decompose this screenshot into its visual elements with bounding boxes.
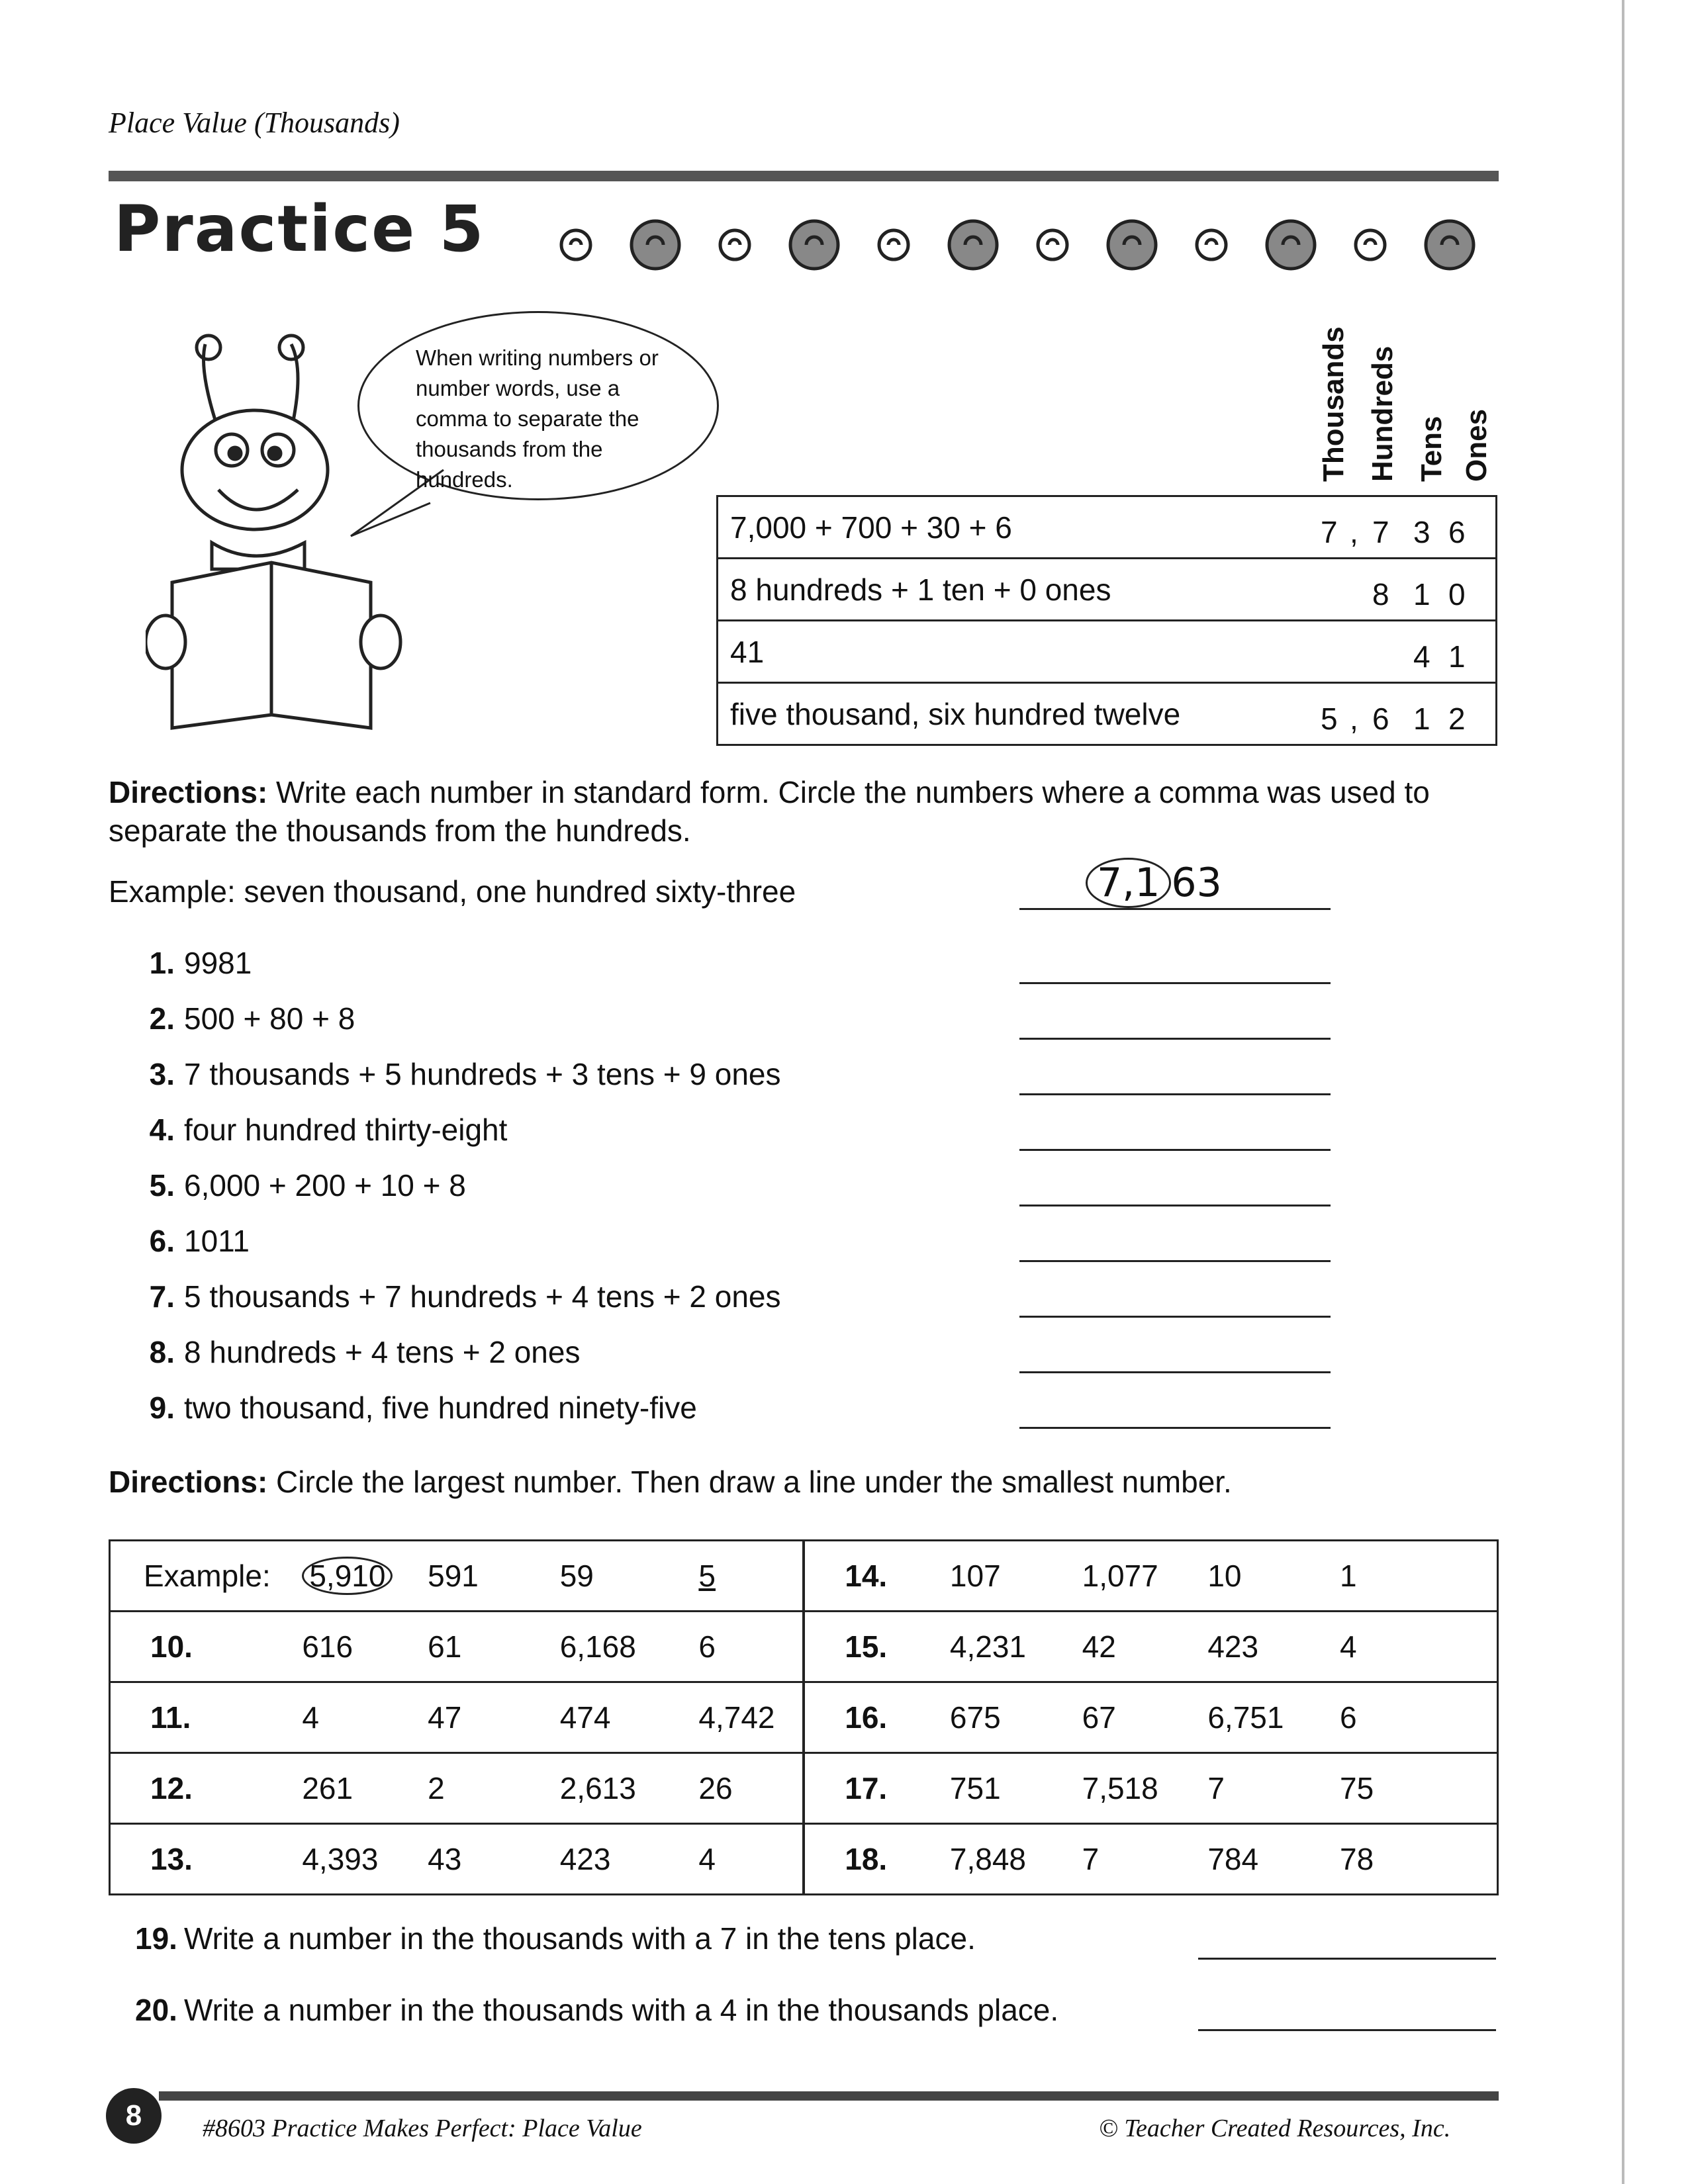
- table-cell[interactable]: 2,613: [559, 1753, 698, 1824]
- question-8: [135, 1334, 580, 1370]
- footer-left-text: #8603 Practice Makes Perfect: Place Value: [203, 2115, 642, 2142]
- digit-hundreds: 8: [1372, 577, 1389, 612]
- compare-table: [109, 1539, 1499, 1895]
- table-cell[interactable]: 2: [427, 1753, 559, 1824]
- answer-line-6[interactable]: [1019, 1260, 1331, 1262]
- example-answer-rest: 63: [1171, 860, 1222, 906]
- question-2: [135, 1001, 355, 1036]
- table-cell[interactable]: 784: [1207, 1824, 1339, 1895]
- table-cell[interactable]: 616: [301, 1612, 427, 1682]
- table-cell: 14.: [804, 1541, 949, 1612]
- question-text: 7 thousands + 5 hundreds + 3 tens + 9 ones: [184, 1057, 781, 1091]
- table-cell[interactable]: 67: [1082, 1682, 1207, 1753]
- question-text: 5 thousands + 7 hundreds + 4 tens + 2 ones: [184, 1279, 781, 1314]
- table-cell[interactable]: 107: [949, 1541, 1082, 1612]
- answer-line-5[interactable]: [1019, 1205, 1331, 1206]
- expression-cell: 41: [718, 621, 1260, 683]
- table-cell[interactable]: 61: [427, 1612, 559, 1682]
- footer-rule: [159, 2091, 1499, 2101]
- scan-edge: [1622, 0, 1624, 2184]
- answer-line-8[interactable]: [1019, 1371, 1331, 1373]
- question-text: 6,000 + 200 + 10 + 8: [184, 1168, 466, 1203]
- expression-cell: 8 hundreds + 1 ten + 0 ones: [718, 559, 1260, 621]
- question-number: 6.: [149, 1224, 175, 1258]
- table-cell[interactable]: 4: [698, 1824, 804, 1895]
- table-cell[interactable]: 6,751: [1207, 1682, 1339, 1753]
- table-cell[interactable]: 4: [301, 1682, 427, 1753]
- table-cell[interactable]: 42: [1082, 1612, 1207, 1682]
- digits-cell: [1260, 621, 1497, 683]
- question-number: 2.: [149, 1001, 175, 1036]
- example-answer-circled: 7,1: [1086, 858, 1171, 908]
- directions-label: Directions:: [109, 1465, 268, 1499]
- digit-ones: 0: [1448, 577, 1466, 612]
- question-19: [135, 1921, 976, 1956]
- table-cell[interactable]: 423: [559, 1824, 698, 1895]
- question-5: [135, 1167, 466, 1203]
- table-cell[interactable]: 26: [698, 1753, 804, 1824]
- question-number: 5.: [149, 1168, 175, 1203]
- header-tens: Tens: [1415, 416, 1448, 482]
- directions-standard-form: [109, 773, 1499, 850]
- table-cell[interactable]: 4,742: [698, 1682, 804, 1753]
- example-answer-line: [1019, 908, 1331, 910]
- expression-cell: five thousand, six hundred twelve: [718, 683, 1260, 745]
- question-number: 20.: [135, 1993, 177, 2027]
- section-title: Place Value (Thousands): [109, 107, 400, 139]
- answer-line-2[interactable]: [1019, 1038, 1331, 1040]
- question-20: [135, 1992, 1058, 2028]
- table-cell[interactable]: 7,518: [1082, 1753, 1207, 1824]
- digit-tens: 3: [1413, 515, 1430, 549]
- question-number: 19.: [135, 1921, 177, 1956]
- digit-tens: 1: [1413, 702, 1430, 736]
- example-text: Example: seven thousand, one hundred sixty-three: [109, 874, 796, 909]
- question-text: Write a number in the thousands with a 7 in the tens place.: [184, 1921, 976, 1956]
- spiral-border-icon: [543, 212, 1496, 278]
- answer-line-20[interactable]: [1198, 2029, 1496, 2031]
- digit-hundreds: 7: [1372, 515, 1389, 549]
- question-text: four hundred thirty-eight: [184, 1113, 508, 1147]
- question-text: 9981: [184, 946, 252, 980]
- example-underlined-value: 5: [698, 1559, 716, 1593]
- table-cell[interactable]: 261: [301, 1753, 427, 1824]
- directions-label: Directions:: [109, 775, 268, 809]
- table-cell: 13.: [110, 1824, 302, 1895]
- digit-comma: ,: [1350, 702, 1358, 736]
- digits-cell: [1260, 683, 1497, 745]
- question-3: [135, 1056, 781, 1092]
- example-label-text: Example:: [144, 1559, 271, 1593]
- question-6: [135, 1223, 250, 1259]
- question-number: 9.: [149, 1390, 175, 1425]
- table-row: [110, 1753, 1498, 1824]
- example-circled-value: 5,910: [302, 1557, 393, 1595]
- digit-ones: 6: [1448, 515, 1466, 549]
- header-ones: Ones: [1460, 408, 1493, 482]
- table-cell[interactable]: 7: [1082, 1824, 1207, 1895]
- table-row: [718, 683, 1497, 745]
- table-cell[interactable]: 423: [1207, 1612, 1339, 1682]
- table-cell[interactable]: 4,393: [301, 1824, 427, 1895]
- header-hundreds: Hundreds: [1366, 345, 1399, 482]
- answer-line-19[interactable]: [1198, 1958, 1496, 1960]
- answer-line-7[interactable]: [1019, 1316, 1331, 1318]
- place-value-table: [716, 495, 1497, 746]
- question-1: [135, 945, 252, 981]
- table-row: [110, 1541, 1498, 1612]
- question-text: two thousand, five hundred ninety-five: [184, 1390, 697, 1425]
- header-rule: [109, 171, 1499, 181]
- table-cell[interactable]: 675: [949, 1682, 1082, 1753]
- table-cell[interactable]: 4: [1339, 1612, 1497, 1682]
- digit-tens: 1: [1413, 577, 1430, 612]
- digit-ones: 2: [1448, 702, 1466, 736]
- question-9: [135, 1390, 697, 1426]
- digits-cell: [1260, 496, 1497, 559]
- digits-cell: [1260, 559, 1497, 621]
- footer-right-text: © Teacher Created Resources, Inc.: [1099, 2115, 1451, 2142]
- table-cell: 15.: [804, 1612, 949, 1682]
- table-cell: 16.: [804, 1682, 949, 1753]
- table-cell: 591: [427, 1541, 559, 1612]
- table-row: [718, 496, 1497, 559]
- page-number: 8: [106, 2088, 162, 2144]
- question-text: 8 hundreds + 4 tens + 2 ones: [184, 1335, 581, 1369]
- digit-ones: 1: [1448, 639, 1466, 674]
- table-cell: [698, 1541, 804, 1612]
- table-cell: 12.: [110, 1753, 302, 1824]
- table-cell[interactable]: 10: [1207, 1541, 1339, 1612]
- table-cell[interactable]: 1,077: [1082, 1541, 1207, 1612]
- table-cell[interactable]: 7: [1207, 1753, 1339, 1824]
- table-cell[interactable]: 474: [559, 1682, 698, 1753]
- table-row: [110, 1824, 1498, 1895]
- question-number: 4.: [149, 1113, 175, 1147]
- question-text: 1011: [184, 1224, 250, 1258]
- table-cell[interactable]: 751: [949, 1753, 1082, 1824]
- digit-thousands: 7: [1321, 515, 1338, 549]
- table-cell: 17.: [804, 1753, 949, 1824]
- table-cell: 59: [559, 1541, 698, 1612]
- directions-text: Write each number in standard form. Circle the numbers where a comma was used to separate the thousands from the hundreds.: [109, 775, 1430, 848]
- example-label: [110, 1541, 302, 1612]
- directions-text: Circle the largest number. Then draw a line under the smallest number.: [276, 1465, 1232, 1499]
- digit-thousands: 5: [1321, 702, 1338, 736]
- question-number: 1.: [149, 946, 175, 980]
- expression-cell: 7,000 + 700 + 30 + 6: [718, 496, 1260, 559]
- header-thousands: Thousands: [1317, 326, 1350, 482]
- table-cell[interactable]: 6: [698, 1612, 804, 1682]
- question-text: 500 + 80 + 8: [184, 1001, 355, 1036]
- table-cell[interactable]: 47: [427, 1682, 559, 1753]
- speech-bubble-text: When writing numbers or number words, use a comma to separate the thousands from the hundreds.: [416, 345, 659, 492]
- question-number: 7.: [149, 1279, 175, 1314]
- example-answer: [1086, 858, 1222, 908]
- table-cell[interactable]: 6: [1339, 1682, 1497, 1753]
- answer-line-4[interactable]: [1019, 1149, 1331, 1151]
- table-row: [718, 621, 1497, 683]
- question-number: 3.: [149, 1057, 175, 1091]
- table-cell[interactable]: 43: [427, 1824, 559, 1895]
- table-cell[interactable]: 6,168: [559, 1612, 698, 1682]
- answer-line-9[interactable]: [1019, 1427, 1331, 1429]
- table-row: [110, 1682, 1498, 1753]
- digit-tens: 4: [1413, 639, 1430, 674]
- table-cell[interactable]: 7,848: [949, 1824, 1082, 1895]
- table-row: [718, 559, 1497, 621]
- table-cell: 18.: [804, 1824, 949, 1895]
- question-4: [135, 1112, 507, 1148]
- table-cell: 10.: [110, 1612, 302, 1682]
- question-number: 8.: [149, 1335, 175, 1369]
- table-cell: [301, 1541, 427, 1612]
- table-row: [110, 1612, 1498, 1682]
- answer-line-1[interactable]: [1019, 982, 1331, 984]
- table-cell: 11.: [110, 1682, 302, 1753]
- table-cell[interactable]: 4,231: [949, 1612, 1082, 1682]
- digit-comma: ,: [1350, 515, 1358, 549]
- digit-hundreds: 6: [1372, 702, 1389, 736]
- directions-compare: [109, 1463, 1499, 1501]
- table-cell[interactable]: 75: [1339, 1753, 1497, 1824]
- answer-line-3[interactable]: [1019, 1093, 1331, 1095]
- question-text: Write a number in the thousands with a 4 in the thousands place.: [184, 1993, 1059, 2027]
- page-title: Practice 5: [114, 192, 485, 266]
- table-cell[interactable]: 78: [1339, 1824, 1497, 1895]
- table-cell[interactable]: 1: [1339, 1541, 1497, 1612]
- question-7: [135, 1279, 781, 1314]
